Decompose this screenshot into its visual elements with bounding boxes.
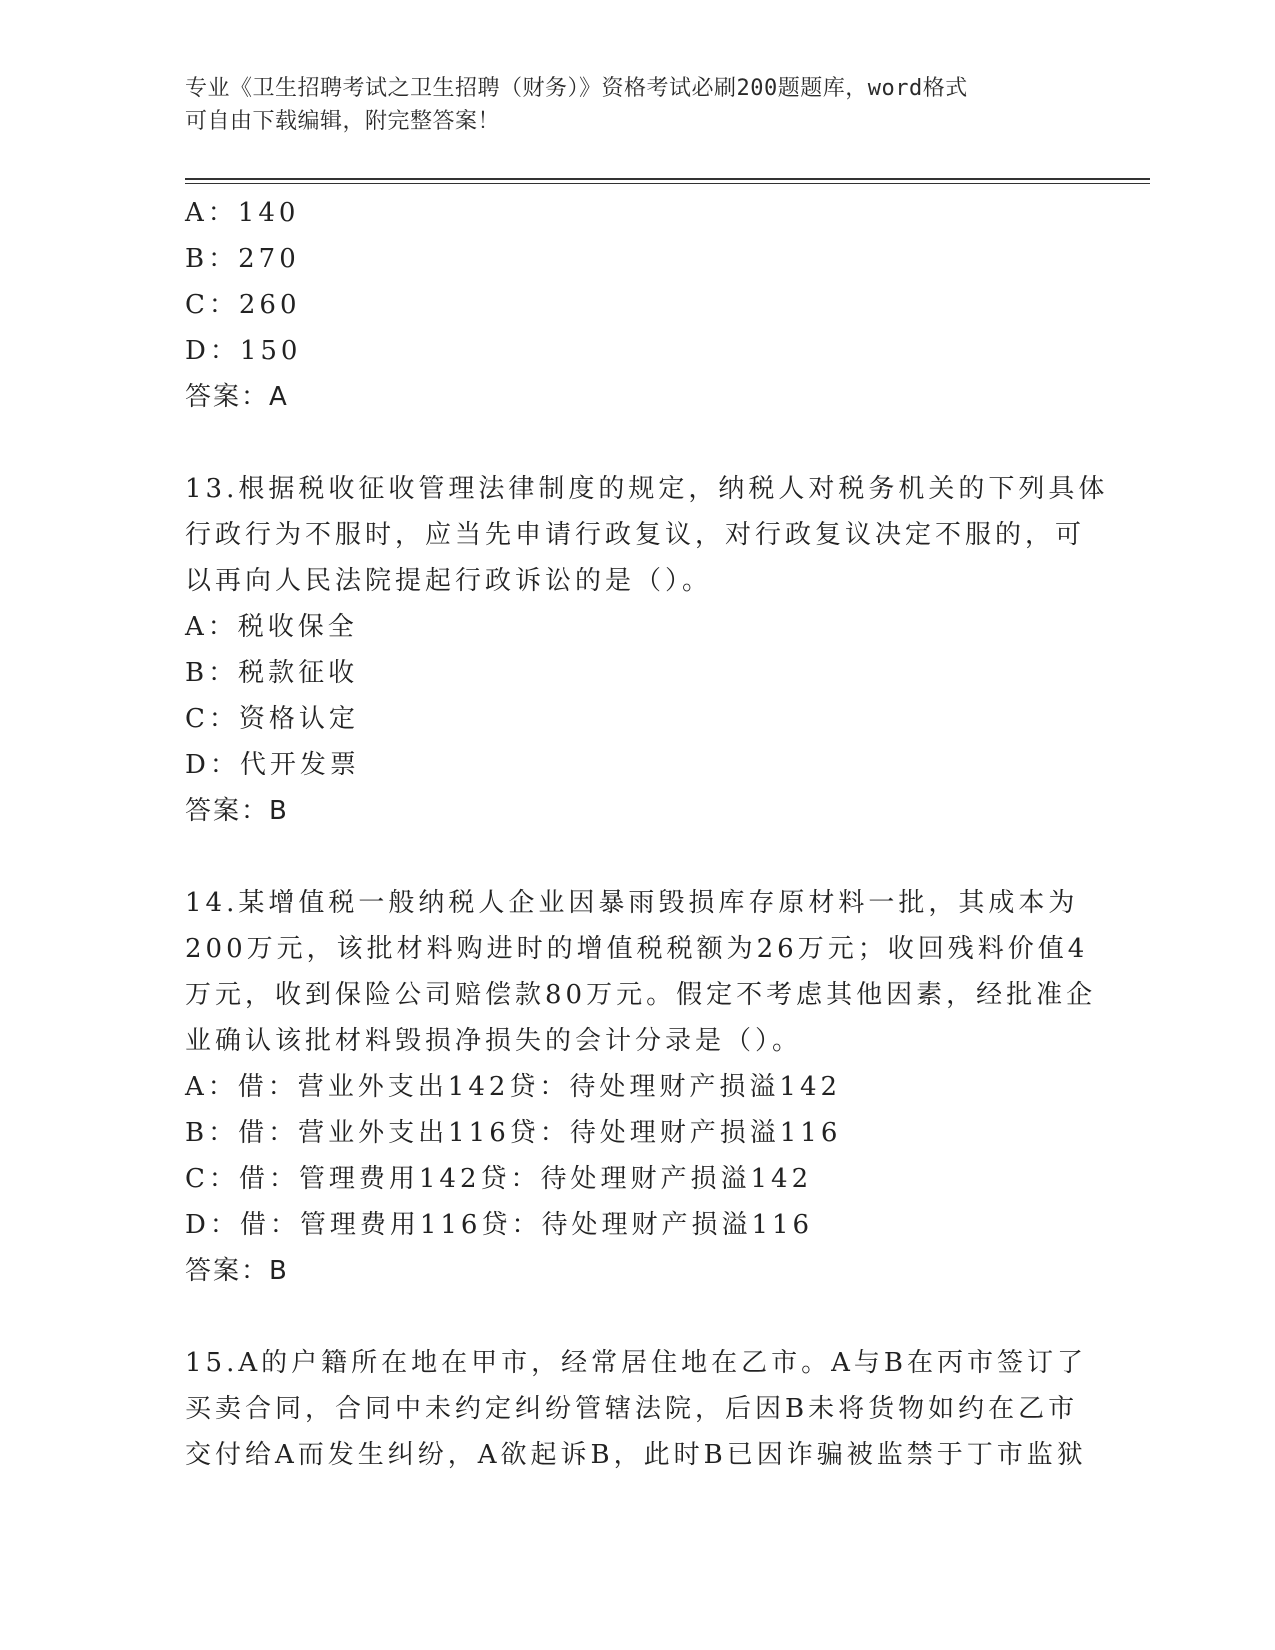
option-b: B：270 (185, 244, 300, 274)
answer-line: 答案：B (185, 1256, 289, 1286)
spacer (185, 1294, 1085, 1340)
option-a: A：借：营业外支出142贷：待处理财产损溢142 (185, 1072, 842, 1102)
option-a: A：税收保全 (185, 612, 358, 642)
header-line-1: 专业《卫生招聘考试之卫生招聘（财务）》资格考试必刷200题题库，word格式 (185, 76, 968, 101)
question-text-line: 业确认该批材料毁损净损失的会计分录是（）。 (185, 1026, 803, 1056)
question-text-line: 万元，收到保险公司赔偿款80万元。假定不考虑其他因素，经批准企 (185, 980, 1097, 1010)
question-15 (185, 1340, 1088, 1478)
header-divider-thin (185, 183, 1150, 184)
document-header (185, 72, 1065, 138)
question-12 (185, 190, 1085, 420)
option-d: D：150 (185, 336, 302, 366)
question-text-line: 买卖合同，合同中未约定纠纷管辖法院，后因B未将货物如约在乙市 (185, 1394, 1079, 1424)
spacer (185, 834, 1085, 880)
question-text-line: 交付给A而发生纠纷，A欲起诉B，此时B已因诈骗被监禁于丁市监狱 (185, 1440, 1087, 1470)
option-b: B：借：营业外支出116贷：待处理财产损溢116 (185, 1118, 842, 1148)
question-text-line: 14.某增值税一般纳税人企业因暴雨毁损库存原材料一批，其成本为 (185, 888, 1079, 918)
spacer (185, 420, 1085, 466)
question-text-line: 200万元，该批材料购进时的增值税税额为26万元；收回残料价值4 (185, 934, 1089, 964)
option-d: D：借：管理费用116贷：待处理财产损溢116 (185, 1210, 814, 1240)
question-text-line: 13.根据税收征收管理法律制度的规定，纳税人对税务机关的下列具体 (185, 474, 1109, 504)
question-text-line: 以再向人民法院提起行政诉讼的是（）。 (185, 566, 713, 596)
header-line-2: 可自由下载编辑，附完整答案！ (185, 109, 501, 134)
question-text-line: 15.A的户籍所在地在甲市，经常居住地在乙市。A与B在丙市签订了 (185, 1348, 1088, 1378)
option-c: C：260 (185, 290, 301, 320)
option-a: A：140 (185, 198, 300, 228)
option-b: B：税款征收 (185, 658, 359, 688)
option-c: C：借：管理费用142贷：待处理财产损溢142 (185, 1164, 813, 1194)
question-14 (185, 880, 1097, 1294)
option-d: D：代开发票 (185, 750, 360, 780)
document-body (185, 190, 1109, 1478)
question-13 (185, 466, 1109, 834)
option-c: C：资格认定 (185, 704, 359, 734)
answer-line: 答案：A (185, 382, 289, 412)
header-divider-thick (185, 178, 1150, 180)
answer-line: 答案：B (185, 796, 289, 826)
question-text-line: 行政行为不服时，应当先申请行政复议，对行政复议决定不服的，可 (185, 520, 1086, 550)
